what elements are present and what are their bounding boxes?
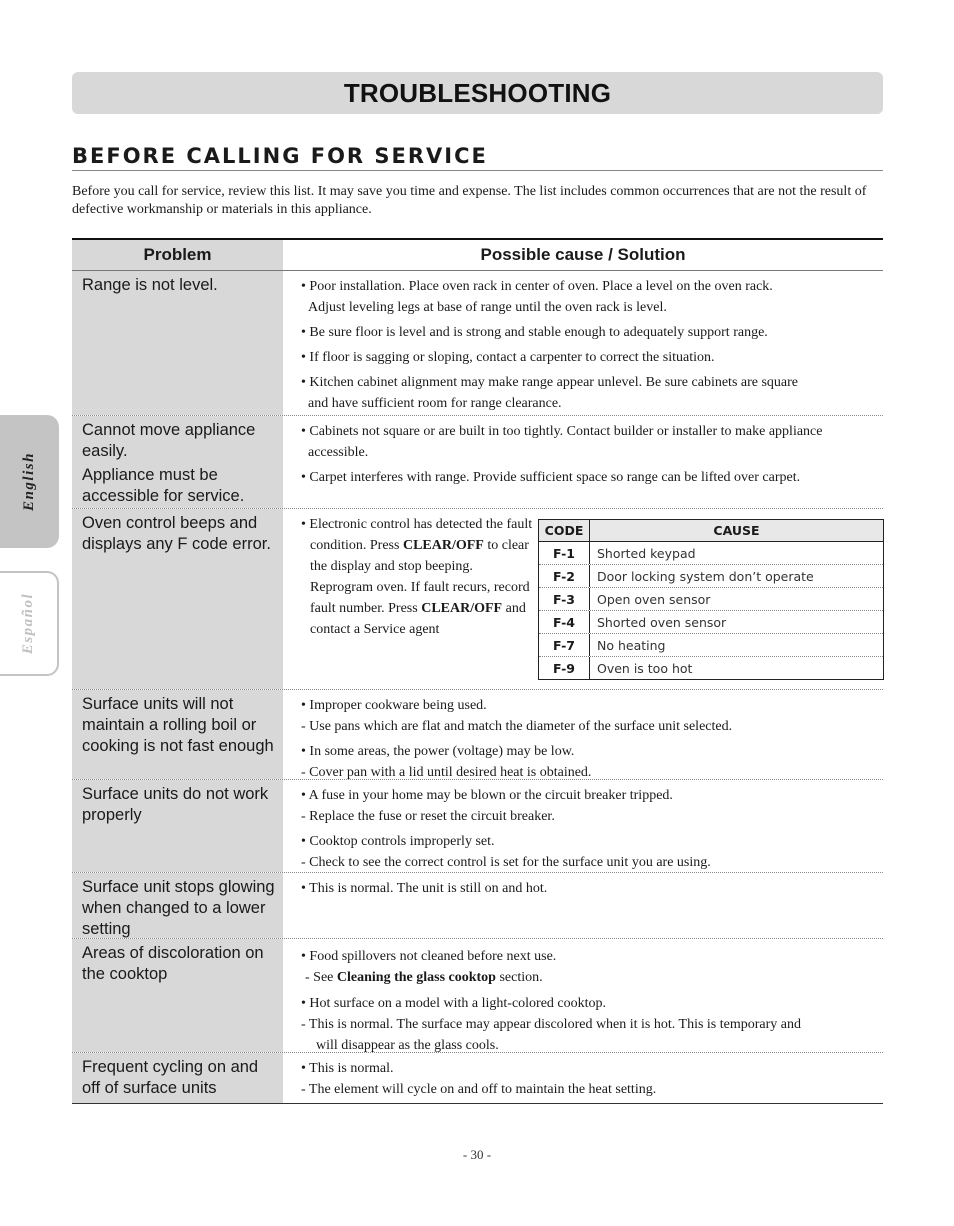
solution-item <box>293 276 877 318</box>
problem-text: Areas of discoloration on the cooktop <box>82 944 264 983</box>
solution-bullet: • Cooktop controls improperly set. <box>301 834 495 849</box>
code-value: F-2 <box>539 565 590 587</box>
table-row <box>72 416 883 509</box>
code-row <box>539 588 883 611</box>
clear-off-key-label: CLEAR/OFF <box>402 538 484 553</box>
code-value: F-1 <box>539 542 590 564</box>
code-value: F-7 <box>539 634 590 656</box>
problem-text: Surface units will not maintain a rolling boil or cooking is not fast enough <box>82 695 274 755</box>
tab-english[interactable] <box>0 415 59 548</box>
code-value: F-9 <box>539 657 590 679</box>
tab-espanol-label: Español <box>20 592 37 655</box>
solution-sub: - Check to see the correct control is set for the surface unit you are using. <box>301 855 711 870</box>
fault-line: the display and stop beeping. <box>310 559 473 574</box>
table-row <box>72 873 883 939</box>
problem-cell <box>72 690 283 779</box>
solution-cell <box>283 873 883 938</box>
problem-text: Cannot move appliance easily. <box>82 421 256 460</box>
section-heading <box>72 144 883 171</box>
tab-espanol[interactable] <box>0 571 59 676</box>
solution-sub: - Cover pan with a lid until desired heat is obtained. <box>301 765 592 780</box>
problem-cell <box>72 780 283 872</box>
cause-value: No heating <box>597 637 666 653</box>
code-row <box>539 542 883 565</box>
fault-line <box>301 598 541 619</box>
problem-cell <box>72 416 283 508</box>
problem-cell <box>72 873 283 938</box>
solution-bullet: • Carpet interferes with range. Provide sufficient space so range can be lifted over carpet. <box>301 470 801 485</box>
solution-cell <box>283 690 883 779</box>
solution-bullet: • Improper cookware being used. <box>301 698 487 713</box>
section-title: BEFORE CALLING FOR SERVICE <box>72 144 488 168</box>
problem-cell <box>72 1053 283 1103</box>
solution-sub: - Use pans which are flat and match the diameter of the surface unit selected. <box>301 719 733 734</box>
problem-text: Appliance must be accessible for service. <box>82 466 245 505</box>
table-row <box>72 780 883 873</box>
solution-cell <box>283 509 883 689</box>
code-value: F-3 <box>539 588 590 610</box>
cause-value: Shorted oven sensor <box>597 614 727 630</box>
problem-text: Oven control beeps and displays any F code error. <box>82 514 271 553</box>
code-value: F-4 <box>539 611 590 633</box>
problem-text: Surface units do not work properly <box>82 785 269 824</box>
problem-cell <box>72 939 283 1052</box>
solution-sub: - Replace the fuse or reset the circuit breaker. <box>301 809 555 824</box>
cause-value: Open oven sensor <box>597 591 711 607</box>
header-solution: Possible cause / Solution <box>480 245 686 264</box>
solution-continuation: accessible. <box>308 445 369 460</box>
solution-sub: - This is normal. The surface may appear discolored when it is hot. This is temporary and <box>301 1017 801 1032</box>
tab-english-label: English <box>21 452 37 511</box>
solution-bullet: • Kitchen cabinet alignment may make range appear unlevel. Be sure cabinets are square <box>301 375 799 390</box>
solution-cell <box>283 271 883 415</box>
solution-bullet: • In some areas, the power (voltage) may be low. <box>301 744 575 759</box>
cause-header: CAUSE <box>713 523 760 538</box>
solution-bullet: • Be sure floor is level and is strong and stable enough to adequately support range. <box>301 325 768 340</box>
solution-bullet: • Hot surface on a model with a light-colored cooktop. <box>301 996 607 1011</box>
solution-cell <box>283 416 883 508</box>
table-row <box>72 939 883 1053</box>
solution-bullet: • If floor is sagging or sloping, contact a carpenter to correct the situation. <box>301 350 715 365</box>
fault-line: Reprogram oven. If fault recurs, record <box>310 580 530 595</box>
cause-value: Door locking system don’t operate <box>597 568 814 584</box>
solution-bullet: • This is normal. <box>301 1061 394 1076</box>
solution-bullet: • Cabinets not square or are built in too tightly. Contact builder or installer to make appliance <box>301 424 823 439</box>
solution-cell <box>283 1053 883 1103</box>
fault-code-table <box>538 519 884 680</box>
solution-cell <box>283 780 883 872</box>
fault-line: • Electronic control has detected the fault <box>301 517 533 532</box>
intro-paragraph: Before you call for service, review this list. It may save you time and expense. The list includes common occurrences that are not the result of defective workmanship or materials in this appliance. <box>72 184 867 217</box>
fault-line <box>301 535 541 556</box>
problem-cell <box>72 271 283 415</box>
solution-continuation: and have sufficient room for range clearance. <box>308 396 562 411</box>
code-table-header <box>539 520 883 542</box>
table-row <box>72 509 883 690</box>
cause-value: Shorted keypad <box>597 545 696 561</box>
fault-text: and <box>502 601 526 616</box>
solution-cell <box>283 939 883 1052</box>
table-row <box>72 1053 883 1103</box>
problem-cell <box>72 509 283 689</box>
code-row <box>539 611 883 634</box>
fault-text: condition. Press <box>310 538 403 553</box>
table-row <box>72 690 883 780</box>
page-banner <box>72 72 883 114</box>
problem-text: Surface unit stops glowing when changed to a lower setting <box>82 878 275 938</box>
solution-bullet: • Poor installation. Place oven rack in center of oven. Place a level on the oven rack. <box>301 279 773 294</box>
fault-instructions <box>301 514 541 640</box>
page-title: TROUBLESHOOTING <box>343 77 612 108</box>
solution-sub-text: - See <box>305 970 337 985</box>
fault-text: to clear <box>483 538 529 553</box>
code-header: CODE <box>539 520 590 541</box>
solution-sub-text: section. <box>495 970 543 985</box>
table-row <box>72 271 883 416</box>
solution-sub-continuation: will disappear as the glass cools. <box>316 1038 499 1053</box>
fault-text: fault number. Press <box>310 601 422 616</box>
code-row <box>539 657 883 679</box>
solution-bullet: • This is normal. The unit is still on and hot. <box>301 881 548 896</box>
code-row <box>539 565 883 588</box>
page-number: - 30 - <box>462 1147 492 1162</box>
section-reference: Cleaning the glass cooktop <box>336 970 496 985</box>
problem-text: Frequent cycling on and off of surface units <box>82 1058 259 1097</box>
cause-value: Oven is too hot <box>597 660 693 676</box>
solution-bullet: • Food spillovers not cleaned before next use. <box>301 949 557 964</box>
solution-continuation: Adjust leveling legs at base of range until the oven rack is level. <box>308 300 667 315</box>
clear-off-key-label: CLEAR/OFF <box>421 601 503 616</box>
code-row <box>539 634 883 657</box>
fault-line: contact a Service agent <box>310 622 440 637</box>
solution-bullet: • A fuse in your home may be blown or the circuit breaker tripped. <box>301 788 673 803</box>
troubleshooting-table <box>72 238 883 1104</box>
problem-text: Range is not level. <box>82 276 218 294</box>
table-header <box>72 240 883 271</box>
solution-sub: - The element will cycle on and off to maintain the heat setting. <box>301 1082 657 1097</box>
header-problem: Problem <box>72 240 283 270</box>
solution-sub <box>305 967 877 988</box>
